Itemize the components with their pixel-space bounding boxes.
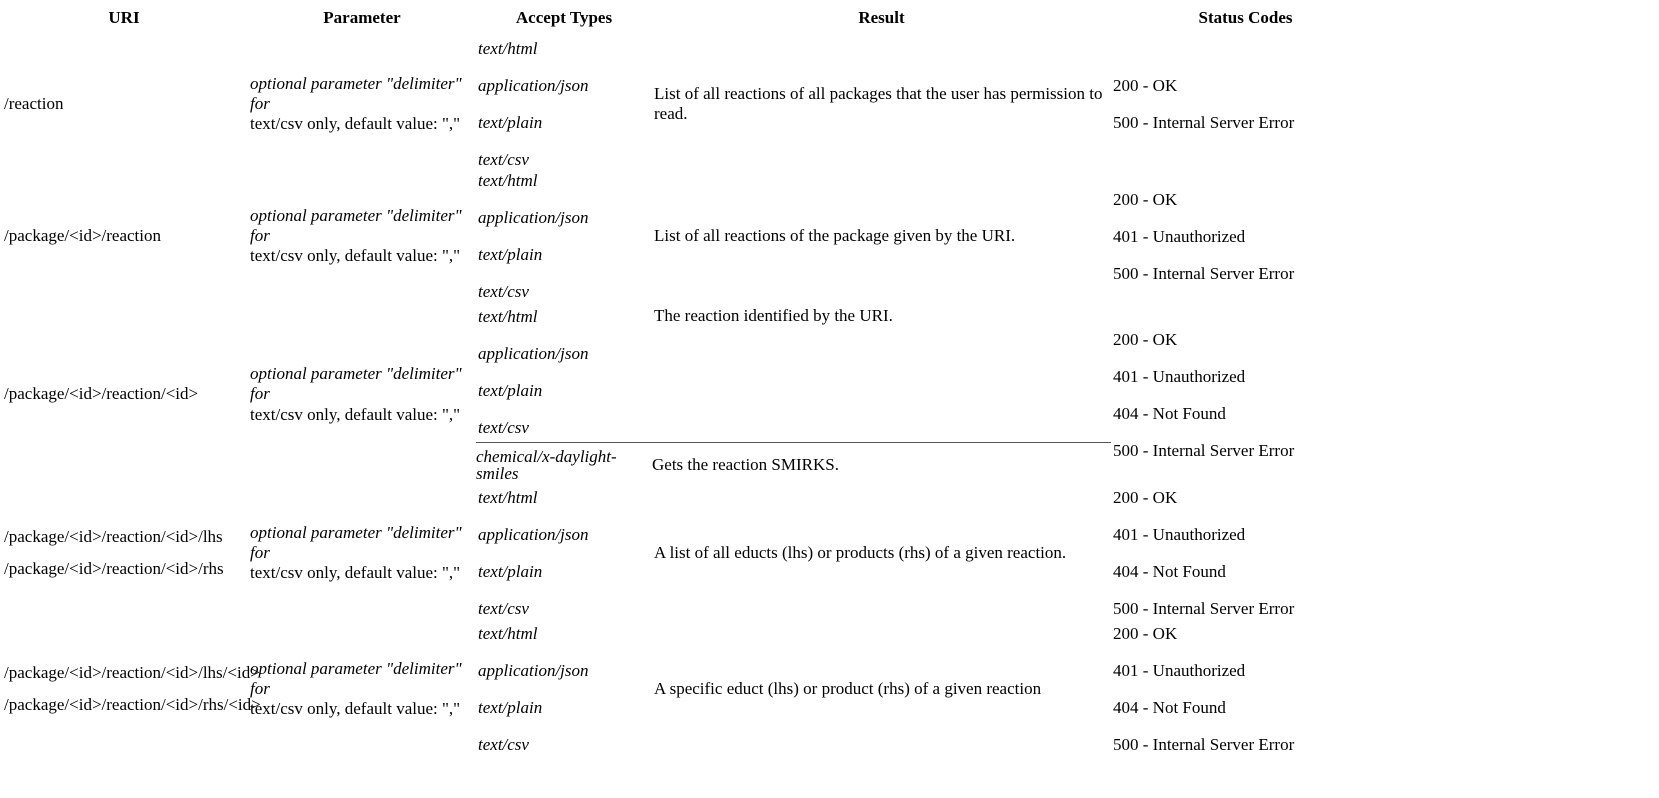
accept-type: text/html [478,171,538,190]
parameter-line-1: optional parameter "delimiter" for [250,522,462,562]
status-code: 500 - Internal Server Error [1113,263,1295,283]
uri-text: /package/<id>/reaction/<id>/lhs/<id> [4,662,260,682]
status-codes-list [1113,625,1380,753]
column-header-result: Result [858,8,905,27]
accept-types-cell [476,38,652,170]
uri-text: /package/<id>/reaction/<id>/lhs [4,526,223,546]
table-row [0,487,1380,619]
status-codes-list [1113,77,1380,131]
accept-types-cell [476,170,652,302]
parameter-cell [248,302,476,487]
column-header-uri: URI [108,8,140,27]
status-code: 200 - OK [1113,189,1178,209]
uri-cell [0,302,248,487]
result-cell: The reaction identified by the URI. [654,306,893,325]
accept-type: text/csv [478,599,529,618]
status-codes-cell [1111,619,1380,759]
uri-text: /package/<id>/reaction/<id> [4,384,199,404]
status-codes-cell [1111,487,1380,619]
status-codes-cell [1111,38,1380,170]
status-code: 500 - Internal Server Error [1113,113,1295,132]
status-code: 404 - Not Found [1113,698,1226,717]
uri-cell [0,170,248,302]
accept-types-list [478,625,652,753]
accept-type: text/csv [478,417,529,437]
result-cell: List of all reactions of all packages that the user has permission to read. [654,84,1103,123]
uri-text: /package/<id>/reaction [4,225,161,245]
status-codes-list [1113,191,1380,282]
parameter-cell [248,487,476,619]
parameter-line-2: text/csv only, default value: "," [250,246,461,266]
accept-type: text/plain [478,245,543,264]
parameter-line-2: text/csv only, default value: "," [250,114,461,134]
accept-type: text/csv [478,282,529,301]
accept-type: text/html [478,624,538,643]
status-code: 500 - Internal Server Error [1113,440,1295,460]
accept-types-cell [476,619,652,759]
result-cell: List of all reactions of the package given by the URI. [654,226,1016,245]
table-row [0,38,1380,170]
column-header-accept-types: Accept Types [515,8,613,27]
accept-type: text/plain [478,113,543,132]
parameter-line-1: optional parameter "delimiter" for [250,73,462,113]
status-code: 500 - Internal Server Error [1113,599,1295,618]
uri-text: /package/<id>/reaction/<id>/rhs [4,559,224,578]
parameter-line-2: text/csv only, default value: "," [250,563,461,583]
accept-type: application/json [478,76,589,95]
accept-type: text/plain [478,698,543,717]
result-cell-smiles: Gets the reaction SMIRKS. [652,442,1111,487]
status-codes-list [1113,489,1380,617]
status-code: 200 - OK [1113,76,1178,95]
accept-type: chemical/x-daylight-smiles [476,446,617,483]
accept-types-list [478,172,652,300]
column-header-parameter: Parameter [323,8,401,27]
accept-type: text/csv [478,150,529,169]
accept-types-cell [476,487,652,619]
accept-types-list [478,489,652,617]
parameter-line-1: optional parameter "delimiter" for [250,658,462,698]
table-row [0,302,1380,442]
parameter-line-2: text/csv only, default value: "," [250,404,461,424]
column-header-status-codes: Status Codes [1198,8,1293,27]
accept-type: text/csv [478,735,529,754]
accept-type: application/json [478,525,589,544]
parameter-cell [248,619,476,759]
accept-types-cell [476,302,652,442]
accept-type: text/html [478,488,538,507]
accept-type: application/json [478,661,589,680]
uri-cell [0,38,248,170]
accept-type: application/json [478,343,589,363]
accept-type: text/plain [478,380,543,400]
table-row [0,619,1380,759]
parameter-line-2: text/csv only, default value: "," [250,699,461,719]
accept-types-cell-smiles [476,442,652,487]
status-codes-cell [1111,170,1380,302]
status-code: 200 - OK [1113,624,1178,643]
uri-cell [0,619,261,759]
result-cell: A list of all educts (lhs) or products (rhs) of a given reaction. [654,543,1067,562]
status-codes-cell [1111,302,1380,487]
status-code: 200 - OK [1113,488,1178,507]
status-code: 401 - Unauthorized [1113,661,1246,680]
status-code: 404 - Not Found [1113,562,1226,581]
table-header-row [0,0,1380,38]
status-code: 401 - Unauthorized [1113,525,1246,544]
uri-text: /package/<id>/reaction/<id>/rhs/<id> [4,695,261,714]
table-row [0,170,1380,302]
status-code: 401 - Unauthorized [1113,226,1246,246]
result-cell: A specific educt (lhs) or product (rhs) of a given reaction [654,679,1042,698]
parameter-line-1: optional parameter "delimiter" for [250,364,462,404]
parameter-line-1: optional parameter "delimiter" for [250,205,462,245]
accept-types-list [478,308,652,436]
status-codes-list [1113,331,1380,459]
uri-text: /reaction [4,93,64,113]
uri-cell [0,487,248,619]
parameter-cell [248,38,476,170]
accept-type: application/json [478,208,589,227]
accept-types-list [478,40,652,168]
status-code: 401 - Unauthorized [1113,366,1246,386]
accept-type: text/plain [478,562,543,581]
status-code: 500 - Internal Server Error [1113,735,1295,754]
status-code: 404 - Not Found [1113,403,1226,423]
accept-type: text/html [478,306,538,326]
accept-type: text/html [478,39,538,58]
status-code: 200 - OK [1113,329,1178,349]
parameter-cell [248,170,476,302]
